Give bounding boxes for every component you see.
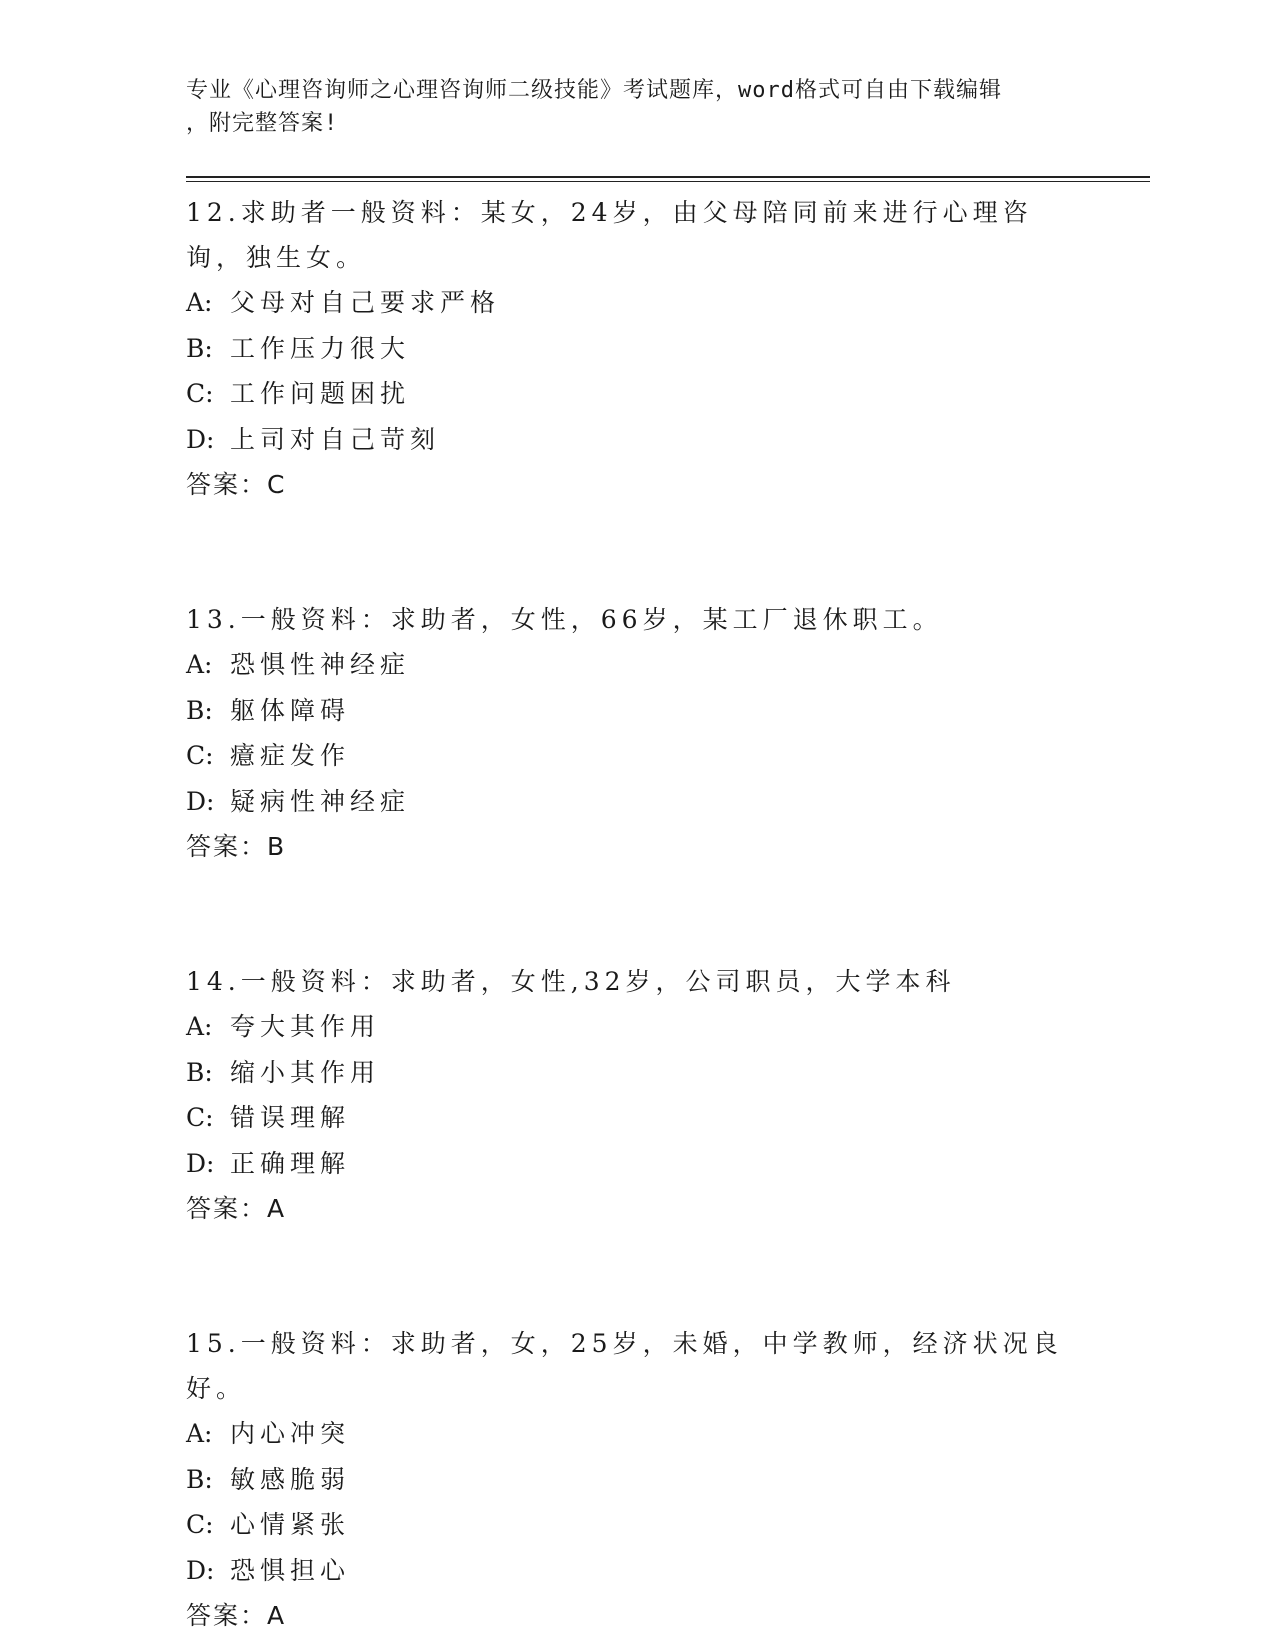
header-line-2: ，附完整答案! <box>186 111 339 136</box>
option-key: C: <box>186 1510 214 1539</box>
option-key: D: <box>186 786 215 816</box>
header-divider-thin <box>186 181 1150 182</box>
option-text: 正确理解 <box>230 1148 351 1178</box>
option-key: D: <box>186 424 215 454</box>
option-key: B: <box>186 1057 213 1087</box>
option-text: 缩小其作用 <box>230 1057 381 1087</box>
question-15 <box>186 1321 1086 1638</box>
option-b <box>186 688 1086 734</box>
option-key: D: <box>186 1555 215 1585</box>
option-key: B: <box>186 695 213 725</box>
option-key: A: <box>186 650 213 679</box>
option-b <box>186 326 1086 372</box>
option-key: A: <box>186 1012 213 1041</box>
option-b <box>186 1457 1086 1503</box>
option-a <box>186 642 1086 688</box>
question-13 <box>186 597 1086 869</box>
question-12 <box>186 190 1086 507</box>
option-text: 恐惧担心 <box>230 1555 351 1585</box>
answer-line: 答案：A <box>186 1601 287 1630</box>
header-line-1: 专业《心理咨询师之心理咨询师二级技能》考试题库，word格式可自由下载编辑 <box>186 78 1002 103</box>
option-a <box>186 1004 1086 1050</box>
option-key: B: <box>186 1464 213 1494</box>
option-text: 癔症发作 <box>230 741 351 770</box>
option-text: 工作压力很大 <box>230 333 411 363</box>
option-text: 敏感脆弱 <box>230 1464 351 1494</box>
option-c <box>186 1502 1086 1548</box>
spacer <box>186 507 1086 597</box>
option-a <box>186 1411 1086 1457</box>
answer-line: 答案：A <box>186 1194 287 1223</box>
option-text: 内心冲突 <box>230 1419 351 1448</box>
option-d <box>186 1141 1086 1187</box>
option-key: C: <box>186 1103 214 1132</box>
option-text: 父母对自己要求严格 <box>230 288 501 317</box>
option-key: D: <box>186 1148 215 1178</box>
question-text: 15.一般资料：求助者，女，25岁，未婚，中学教师，经济状况良好。 <box>186 1329 1063 1403</box>
option-key: A: <box>186 1419 213 1448</box>
answer-line: 答案：B <box>186 832 287 861</box>
answer-line: 答案：C <box>186 470 287 499</box>
question-text: 14.一般资料：求助者，女性,32岁，公司职员，大学本科 <box>186 967 956 996</box>
option-c <box>186 371 1086 417</box>
question-list <box>186 190 1086 1638</box>
option-text: 上司对自己苛刻 <box>230 424 441 454</box>
option-text: 工作问题困扰 <box>230 379 411 408</box>
option-c <box>186 733 1086 779</box>
option-text: 疑病性神经症 <box>230 786 411 816</box>
option-text: 心情紧张 <box>230 1510 351 1539</box>
option-key: C: <box>186 741 214 770</box>
option-b <box>186 1050 1086 1096</box>
option-d <box>186 417 1086 463</box>
option-text: 恐惧性神经症 <box>230 650 411 679</box>
question-14 <box>186 959 1086 1231</box>
option-text: 夸大其作用 <box>230 1012 381 1041</box>
question-text: 12.求助者一般资料：某女，24岁，由父母陪同前来进行心理咨询，独生女。 <box>186 198 1033 272</box>
option-d <box>186 779 1086 825</box>
option-text: 错误理解 <box>230 1103 351 1132</box>
option-a <box>186 280 1086 326</box>
option-key: B: <box>186 333 213 363</box>
question-text: 13.一般资料：求助者，女性，66岁，某工厂退休职工。 <box>186 605 943 634</box>
option-key: A: <box>186 288 213 317</box>
spacer <box>186 1231 1086 1321</box>
header-divider-thick <box>186 176 1150 178</box>
option-key: C: <box>186 379 214 408</box>
document-header <box>186 74 1086 140</box>
option-text: 躯体障碍 <box>230 695 351 725</box>
option-d <box>186 1548 1086 1594</box>
spacer <box>186 869 1086 959</box>
option-c <box>186 1095 1086 1141</box>
